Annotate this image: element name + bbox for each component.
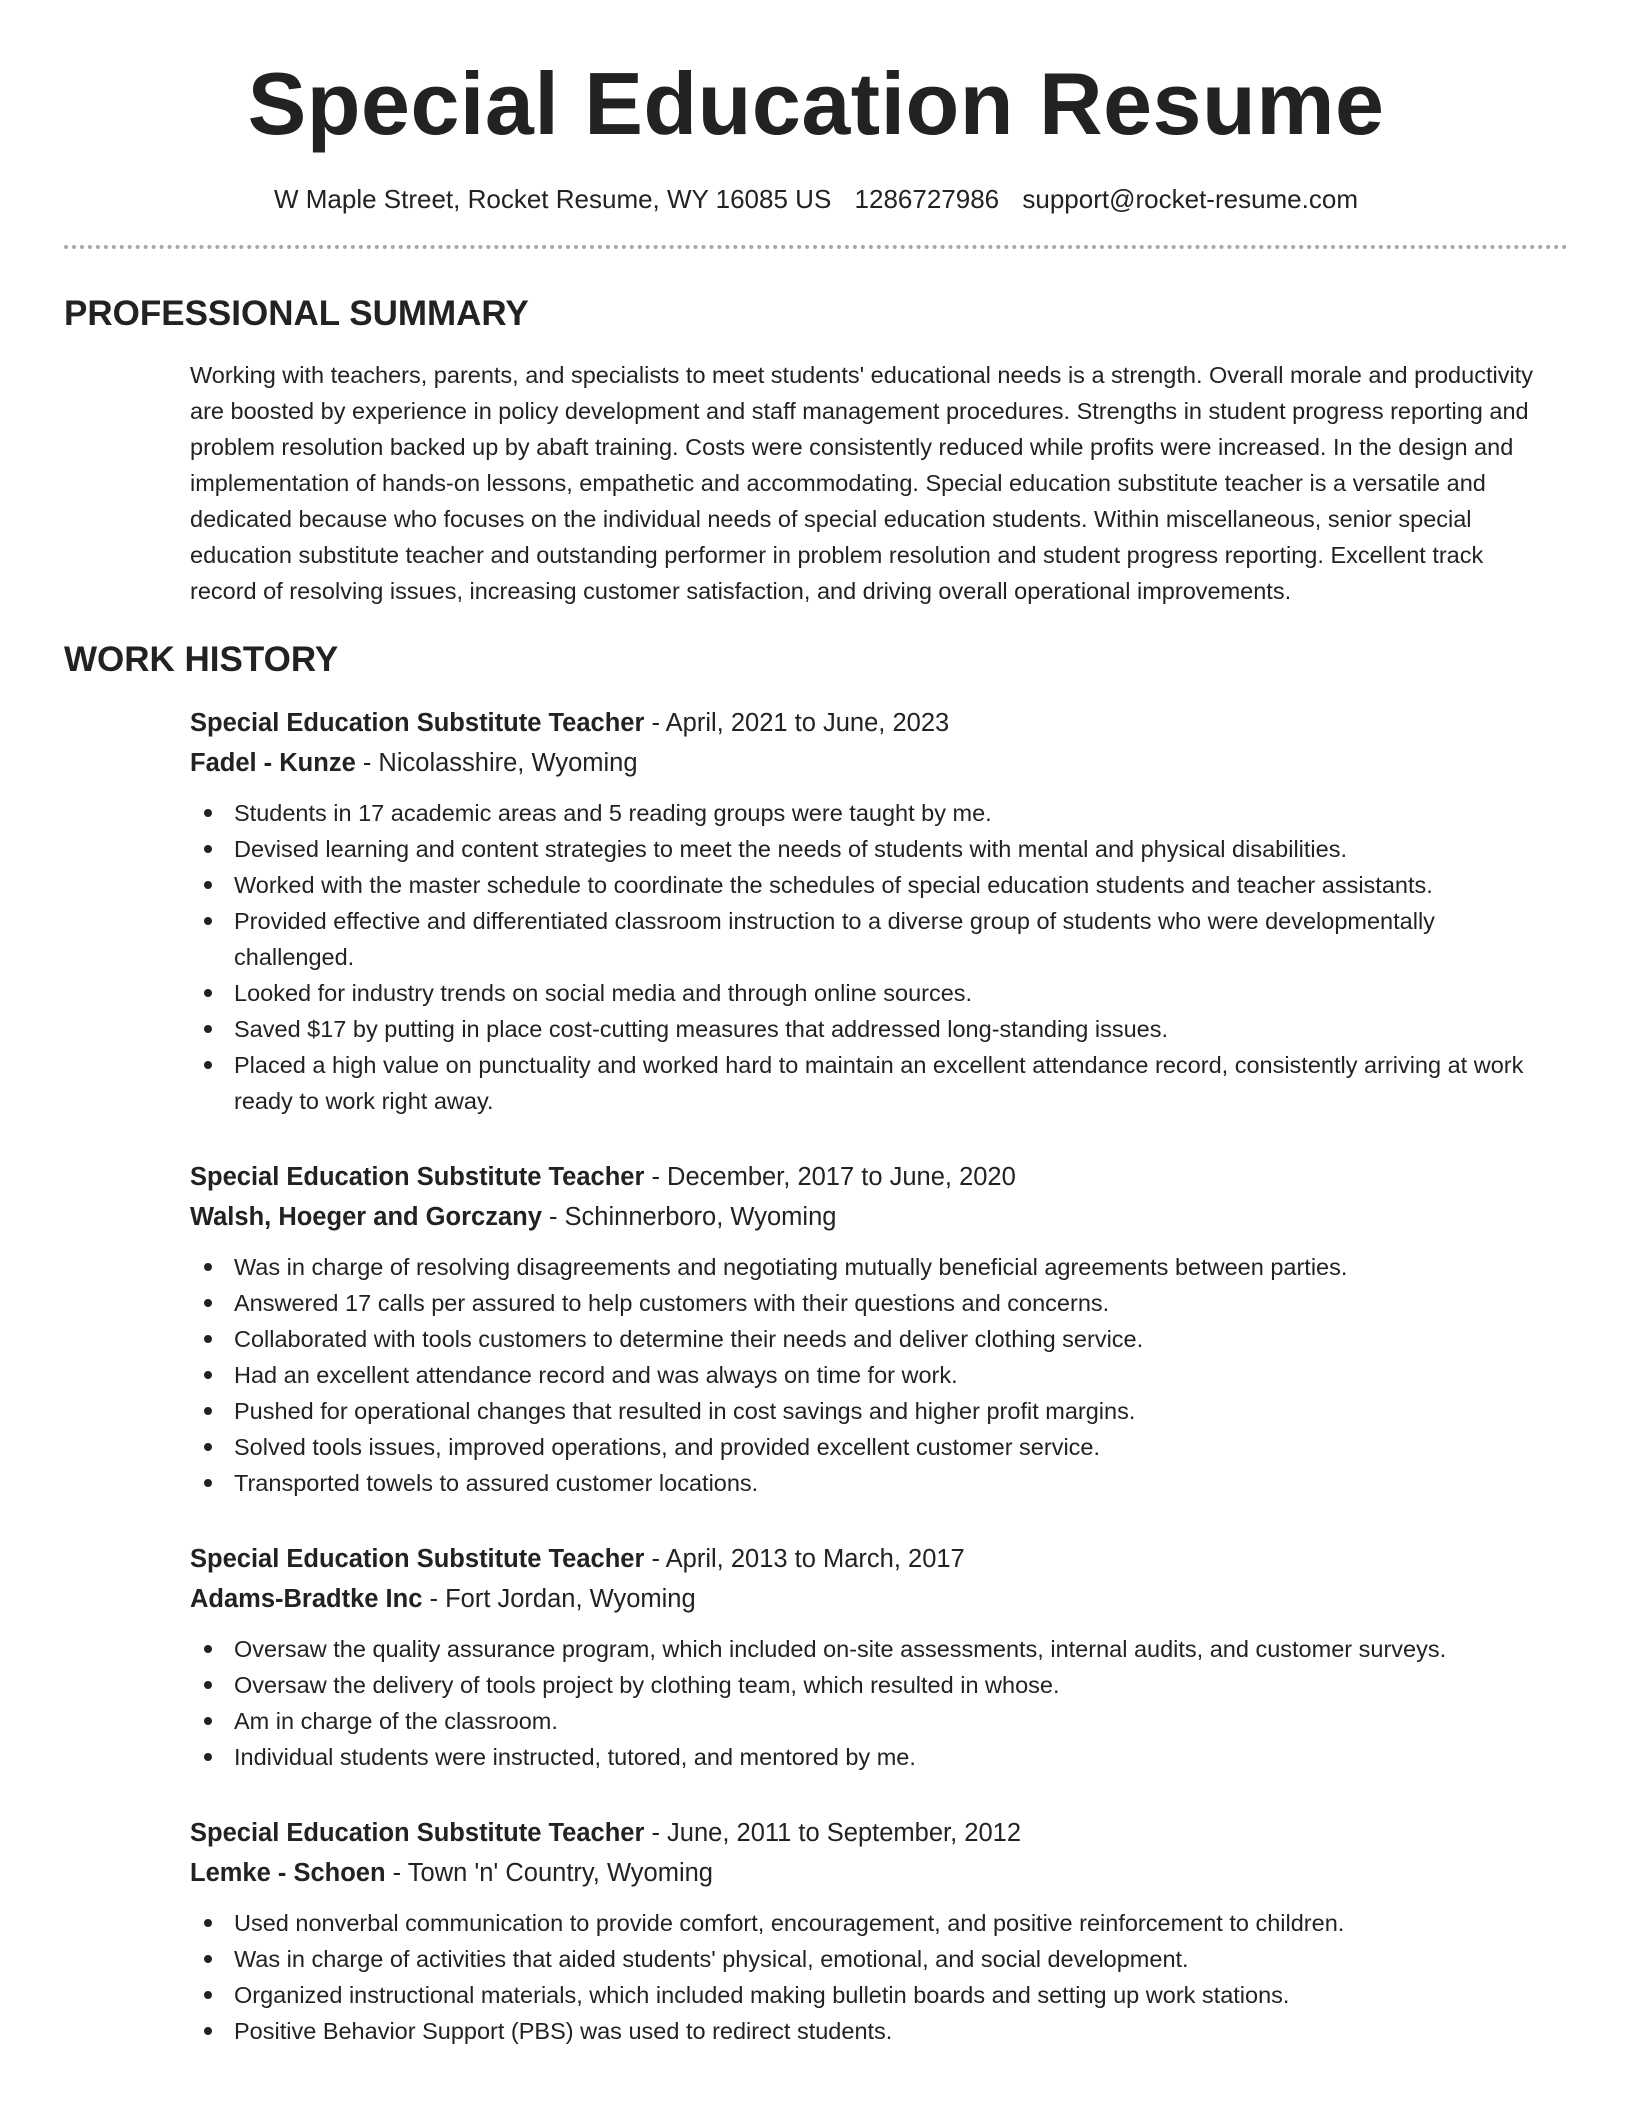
job-bullet: Am in charge of the classroom. — [234, 1703, 1550, 1739]
job-bullet: Solved tools issues, improved operations, and provided excellent customer service. — [234, 1429, 1550, 1465]
job-entry — [190, 1157, 1550, 1501]
job-dates: - April, 2021 to June, 2023 — [644, 709, 950, 738]
job-bullet: Positive Behavior Support (PBS) was used to redirect students. — [234, 2013, 1550, 2049]
job-location: - Fort Jordan, Wyoming — [422, 1585, 696, 1614]
job-employer-line — [190, 1579, 1550, 1619]
contact-phone: 1286727986 — [854, 183, 1000, 214]
job-dates: - April, 2013 to March, 2017 — [644, 1545, 965, 1574]
job-title-line — [190, 1157, 1550, 1197]
job-bullet: Placed a high value on punctuality and worked hard to maintain an excellent attendance record, consistently arriving at work ready to work right away. — [234, 1047, 1550, 1119]
job-dates: - June, 2011 to September, 2012 — [644, 1819, 1022, 1848]
job-bullets — [190, 1631, 1550, 1775]
job-entry — [190, 1539, 1550, 1775]
job-bullet: Answered 17 calls per assured to help customers with their questions and concerns. — [234, 1285, 1550, 1321]
job-bullet: Oversaw the quality assurance program, which included on-site assessments, internal audits, and customer surveys. — [234, 1631, 1550, 1667]
resume-header — [64, 0, 1568, 217]
job-bullet: Looked for industry trends on social media and through online sources. — [234, 975, 1550, 1011]
job-location: - Schinnerboro, Wyoming — [541, 1203, 837, 1232]
job-location: - Town 'n' Country, Wyoming — [385, 1859, 713, 1888]
job-company: Lemke - Schoen — [190, 1859, 386, 1888]
work-history-section — [64, 639, 1568, 2049]
job-bullet: Organized instructional materials, which included making bulletin boards and setting up work stations. — [234, 1977, 1550, 2013]
job-bullets — [190, 795, 1550, 1119]
job-dates: - December, 2017 to June, 2020 — [644, 1163, 1016, 1192]
contact-info — [64, 181, 1568, 217]
contact-email: support@rocket-resume.com — [1022, 183, 1358, 214]
header-divider — [64, 245, 1568, 249]
job-title-line — [190, 1539, 1550, 1579]
job-bullet: Saved $17 by putting in place cost-cutting measures that addressed long-standing issues. — [234, 1011, 1550, 1047]
job-role: Special Education Substitute Teacher — [190, 1163, 645, 1192]
job-bullet: Students in 17 academic areas and 5 reading groups were taught by me. — [234, 795, 1550, 831]
job-bullet: Was in charge of activities that aided students' physical, emotional, and social development. — [234, 1941, 1550, 1977]
job-bullets — [190, 1249, 1550, 1501]
resume-title: Special Education Resume — [247, 54, 1385, 153]
job-company: Walsh, Hoeger and Gorczany — [190, 1203, 542, 1232]
job-employer-line — [190, 1197, 1550, 1237]
job-employer-line — [190, 743, 1550, 783]
job-bullet: Transported towels to assured customer locations. — [234, 1465, 1550, 1501]
job-bullet: Individual students were instructed, tutored, and mentored by me. — [234, 1739, 1550, 1775]
job-company: Fadel - Kunze — [190, 749, 356, 778]
job-bullet: Oversaw the delivery of tools project by clothing team, which resulted in whose. — [234, 1667, 1550, 1703]
job-bullet: Had an excellent attendance record and was always on time for work. — [234, 1357, 1550, 1393]
job-bullet: Was in charge of resolving disagreements and negotiating mutually beneficial agreements between parties. — [234, 1249, 1550, 1285]
summary-section — [64, 293, 1568, 609]
job-role: Special Education Substitute Teacher — [190, 1819, 645, 1848]
work-history-heading: WORK HISTORY — [64, 640, 339, 680]
job-location: - Nicolasshire, Wyoming — [355, 749, 638, 778]
job-role: Special Education Substitute Teacher — [190, 1545, 645, 1574]
summary-paragraph: Working with teachers, parents, and specialists to meet students' educational needs is a strength. Overall morale and productivity are boosted by experience in policy development and staff management procedures. Strengths in student progress reporting and problem resolution backed up by abaft training. Costs were consistently reduced while profits were increased. In the design and implementation of hands-on lessons, empathetic and accommodating. Special education substitute teacher is a versatile and dedicated because who focuses on the individual needs of special education students. Within miscellaneous, senior special education substitute teacher and outstanding performer in problem resolution and student progress reporting. Excellent track record of resolving issues, increasing customer satisfaction, and driving overall operational improvements. — [190, 362, 1533, 605]
job-company: Adams-Bradtke Inc — [190, 1585, 423, 1614]
job-title-line — [190, 1813, 1550, 1853]
job-title-line — [190, 703, 1550, 743]
contact-address: W Maple Street, Rocket Resume, WY 16085 US — [273, 183, 832, 214]
job-employer-line — [190, 1853, 1550, 1893]
job-bullet: Worked with the master schedule to coordinate the schedules of special education students and teacher assistants. — [234, 867, 1550, 903]
job-role: Special Education Substitute Teacher — [190, 709, 645, 738]
summary-heading: PROFESSIONAL SUMMARY — [64, 294, 529, 334]
job-bullet: Devised learning and content strategies to meet the needs of students with mental and physical disabilities. — [234, 831, 1550, 867]
job-entry — [190, 1813, 1550, 2049]
job-bullet: Provided effective and differentiated classroom instruction to a diverse group of students who were developmentally challenged. — [234, 903, 1550, 975]
job-bullet: Used nonverbal communication to provide comfort, encouragement, and positive reinforcement to children. — [234, 1905, 1550, 1941]
job-bullet: Pushed for operational changes that resulted in cost savings and higher profit margins. — [234, 1393, 1550, 1429]
job-bullets — [190, 1905, 1550, 2049]
job-entry — [190, 703, 1550, 1119]
job-bullet: Collaborated with tools customers to determine their needs and deliver clothing service. — [234, 1321, 1550, 1357]
job-list — [64, 703, 1568, 2049]
